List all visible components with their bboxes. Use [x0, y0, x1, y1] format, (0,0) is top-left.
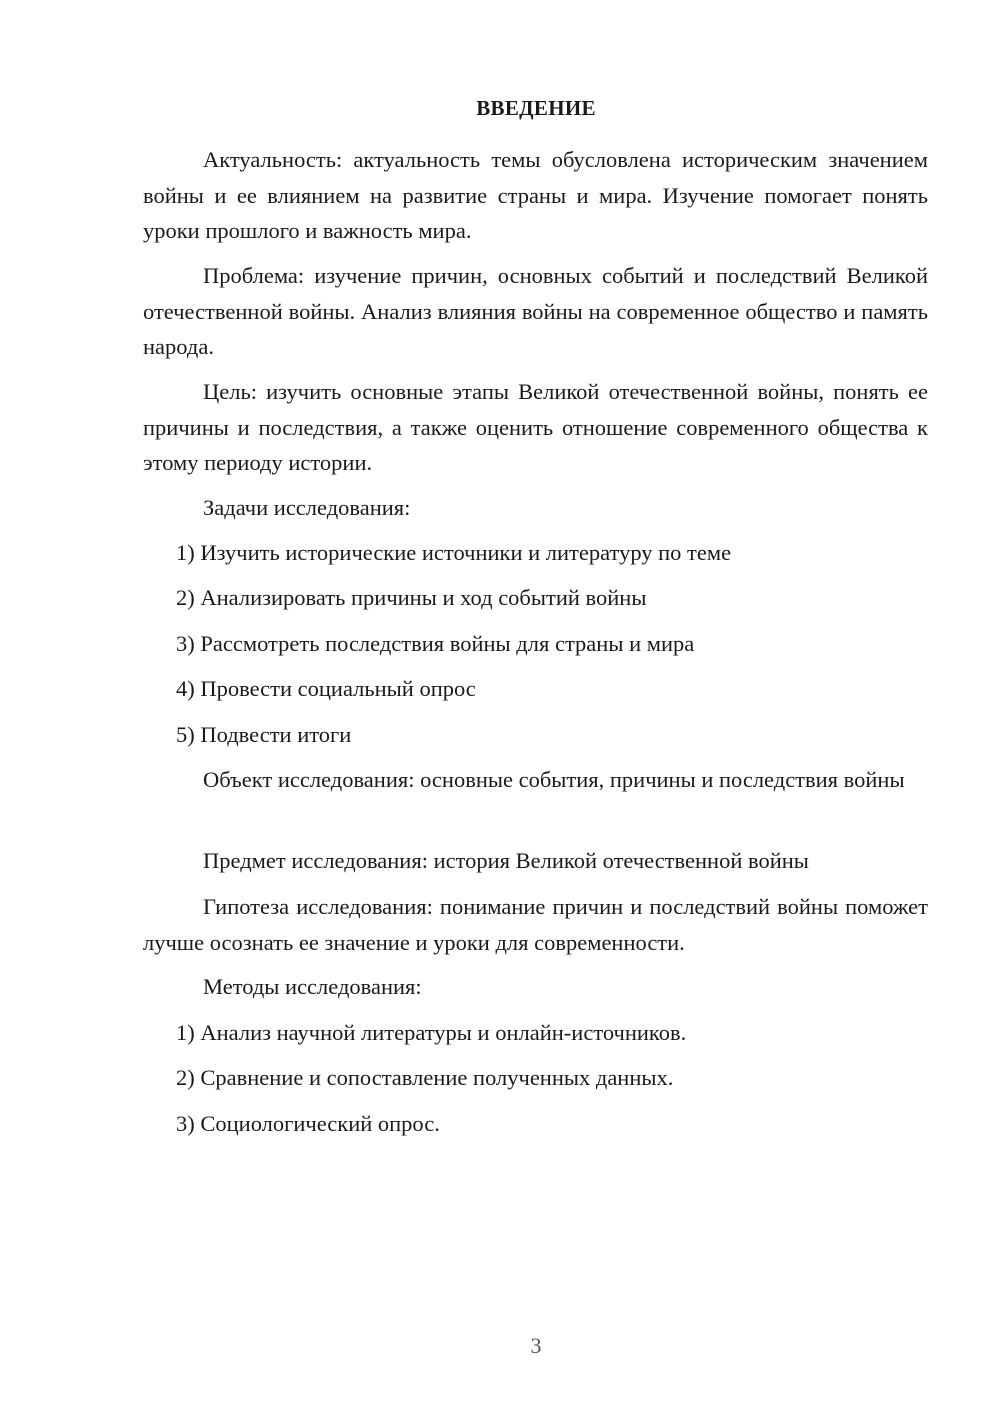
page-title: ВВЕДЕНИЕ — [476, 96, 596, 120]
method-item-3: 3) Социологический опрос. — [176, 1111, 440, 1136]
hypothesis-paragraph: Гипотеза исследования: понимание причин и последствий войны поможет лучше осознать ее значение и уроки для современности. — [143, 894, 928, 955]
task-item-4: 4) Провести социальный опрос — [176, 676, 476, 701]
task-item-1: 1) Изучить исторические источники и литературу по теме — [176, 540, 732, 565]
method-item-2: 2) Сравнение и сопоставление полученных данных. — [176, 1065, 674, 1090]
goal-paragraph: Цель: изучить основные этапы Великой отечественной войны, понять ее причины и последствия, а также оценить отношение современного общества к этому периоду истории. — [143, 379, 928, 475]
tasks-heading: Задачи исследования: — [203, 495, 411, 520]
task-item-5: 5) Подвести итоги — [176, 722, 352, 747]
task-item-3: 3) Рассмотреть последствия войны для страны и мира — [176, 631, 695, 656]
methods-heading: Методы исследования: — [203, 974, 422, 999]
problem-paragraph: Проблема: изучение причин, основных событий и последствий Великой отечественной войны. Анализ влияния войны на современное общество и память народа. — [143, 263, 928, 359]
relevance-paragraph: Актуальность: актуальность темы обусловлена историческим значением войны и ее влиянием на развитие страны и мира. Изучение помогает понять уроки прошлого и важность мира. — [143, 147, 928, 243]
object-paragraph: Объект исследования: основные события, причины и последствия войны — [203, 767, 905, 792]
page-number: 3 — [530, 1333, 542, 1358]
method-item-1: 1) Анализ научной литературы и онлайн-источников. — [176, 1020, 687, 1045]
subject-paragraph: Предмет исследования: история Великой отечественной войны — [203, 848, 809, 873]
task-item-2: 2) Анализировать причины и ход событий войны — [176, 585, 647, 610]
